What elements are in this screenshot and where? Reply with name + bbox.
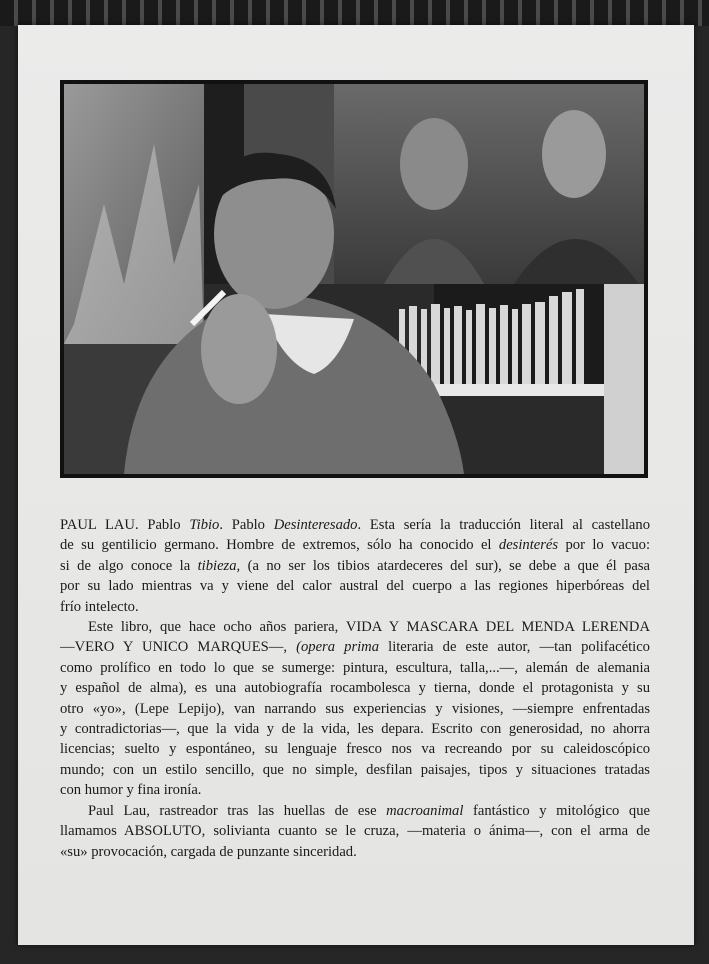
text-line (60, 678, 650, 698)
text-segment: —VERO Y UNICO MARQUES—, (60, 639, 297, 656)
italic-text: macroanimal (386, 802, 464, 819)
italic-text: tibieza, (197, 557, 241, 574)
text-segment: (a no ser los tibios atardeceres del sur), se debe a que él pasa (240, 557, 651, 574)
text-line (60, 801, 650, 821)
text-segment: PAUL LAU. Pablo (60, 517, 190, 533)
text-line (60, 597, 650, 617)
text-segment: como prolífico en todo lo que se sumerge: pintura, escultura, talla,...—, alemán de alemania (60, 659, 650, 676)
text-segment: si de algo conoce la (60, 557, 198, 574)
text-segment: por su lado mientras va y viene del calor austral del cuerpo a las regiones hiperbóreas del (60, 578, 650, 595)
text-line (60, 739, 650, 759)
text-segment: llamamos ABSOLUTO, solivianta cuanto se le cruza, —materia o ánima—, con el arma de (60, 823, 650, 840)
text-segment: otro «yo», (Lepe Lepijo), van narrando sus experiencias y visiones, —siempre enfrentadas (60, 700, 650, 717)
text-line (60, 515, 650, 535)
blurb-paragraph (60, 617, 650, 801)
text-segment: y español de alma), es una autobiografía rocambolesca y tierna, donde el protagonista y su (60, 680, 650, 697)
blurb-paragraph (60, 801, 650, 862)
author-photo (60, 80, 648, 478)
italic-text: desinterés (498, 537, 559, 554)
text-segment: con humor y fina ironía. (60, 782, 202, 799)
italic-text: (opera prima (296, 639, 380, 656)
text-segment: . Pablo (219, 517, 274, 533)
italic-text: Desinteresado (273, 517, 358, 533)
text-segment: mundo; con un estilo sencillo, que no simple, desfilan paisajes, tipos y situaciones tratadas (60, 761, 650, 778)
italic-text: Tibio (189, 517, 220, 533)
text-line (60, 719, 650, 739)
text-segment: Paul Lau, rastreador tras las huellas de ese (88, 802, 387, 819)
text-segment: por lo vacuo: (558, 537, 650, 554)
text-line (60, 699, 650, 719)
book-back-cover (18, 25, 694, 945)
text-segment: frío intelecto. (60, 598, 139, 615)
text-line (60, 617, 650, 637)
text-segment: . Esta sería la traducción literal al castellano (357, 517, 650, 533)
text-segment: literaria de este autor, —tan polifacético (379, 639, 650, 656)
text-segment: licencias; suelto y espontáneo, su lenguaje fresco nos va recreando por su caleidoscópico (60, 741, 650, 758)
text-line (60, 556, 650, 576)
text-line (60, 780, 650, 800)
text-line (60, 637, 650, 657)
text-line (60, 535, 650, 555)
text-line (60, 821, 650, 841)
background-grill (0, 0, 709, 26)
text-segment: «su» provocación, cargada de punzante sinceridad. (60, 843, 357, 860)
blurb-paragraph (60, 515, 650, 617)
text-segment: y contradictorias—, que la vida y de la vida, les depara. Escrito con generosidad, no ahorra (60, 721, 650, 738)
text-line (60, 658, 650, 678)
text-line (60, 576, 650, 596)
text-segment: Este libro, que hace ocho años pariera, VIDA Y MASCARA DEL MENDA LERENDA (88, 619, 650, 636)
text-line (60, 760, 650, 780)
text-segment: de su gentilicio germano. Hombre de extremos, sólo ha conocido el (60, 537, 499, 554)
text-line (60, 842, 650, 862)
cover-blurb (60, 515, 650, 862)
text-segment: fantástico y mitológico que (463, 802, 650, 819)
author-photo-image (64, 84, 644, 474)
